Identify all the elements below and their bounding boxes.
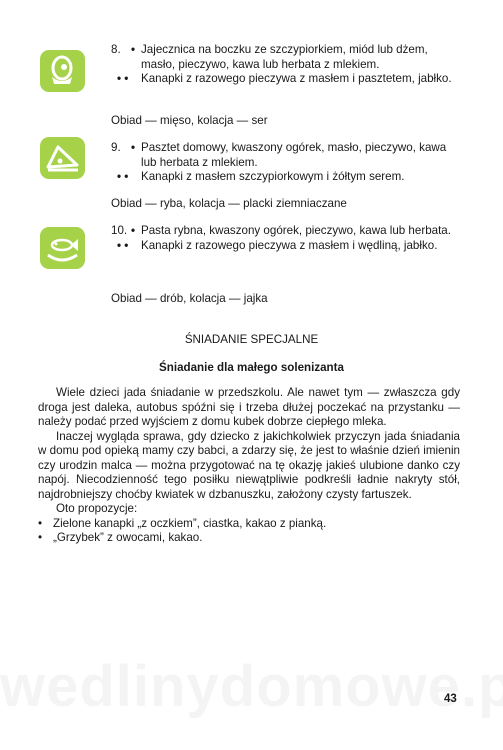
proposal-item xyxy=(38,517,460,532)
entry-number: 10. xyxy=(111,224,128,237)
page-number: 43 xyxy=(444,693,457,705)
bullet: • xyxy=(131,141,136,154)
entry-text: Pasta rybna, kwaszony ogórek, pieczywo, kawa lub herbata. xyxy=(141,224,451,237)
meal-line-8: Obiad — mięso, kolacja — ser xyxy=(111,114,268,127)
entry-line-second xyxy=(111,72,463,87)
entry-line-main xyxy=(111,141,463,170)
paragraph: Wiele dzieci jada śniadanie w przedszkolu. Ale nawet tym — zwłaszcza gdy droga jest daleka, autobus spóźni się i trzeba dłużej poczekać na przystanku — należy podać przed wyjściem z domu kubek dobrze ciepłego mleka. xyxy=(38,386,460,428)
bullet: • xyxy=(131,43,136,56)
entry-line-second xyxy=(111,239,463,254)
double-bullet: • • xyxy=(117,170,129,183)
double-bullet: • • xyxy=(117,238,129,252)
entry-text: Kanapki z masłem szczypiorkowym i żółtym serem. xyxy=(141,170,405,183)
menu-entry-8 xyxy=(111,43,463,87)
entry-number: 9. xyxy=(111,141,121,154)
fish-plate-icon xyxy=(40,227,85,269)
double-bullet: • • xyxy=(117,72,129,85)
bullet: • xyxy=(38,516,43,530)
paragraph: Oto propozycje: xyxy=(56,502,138,515)
bullet: • xyxy=(38,531,43,544)
subsection-title: Śniadanie dla małego solenizanta xyxy=(159,361,344,374)
entry-line-main xyxy=(111,43,463,72)
meal-line-10: Obiad — drób, kolacja — jajka xyxy=(111,292,268,305)
egg-cup-icon xyxy=(40,50,85,92)
menu-entry-9 xyxy=(111,141,463,185)
menu-entry-10 xyxy=(111,224,463,253)
watermark xyxy=(0,652,503,722)
proposal-item xyxy=(38,531,460,546)
proposal-text: „Grzybek” z owocami, kakao. xyxy=(53,531,203,544)
bullet: • xyxy=(131,224,136,237)
section-title: ŚNIADANIE SPECJALNE xyxy=(184,333,319,346)
meal-line-9: Obiad — ryba, kolacja — placki ziemniaczane xyxy=(111,197,347,210)
paragraph: Inaczej wygląda sprawa, gdy dziecko z jakichkolwiek przyczyn jada śniadania w domu pod opieką mamy czy babci, a zdarzy się, że jest to właśnie dzień imienin czy urodzin malca — można przygotować na tę okazję jakieś ulubione danko czy napój. Niecodzienność tego posiłku niewątpliwie podkreśli ładnie nakryty stół, najdrobniejszy choćby kwiatek w dzbanuszku, założony czysty fartuszek. xyxy=(38,429,460,501)
cheese-wedge-icon xyxy=(40,137,85,179)
body-text xyxy=(38,386,460,546)
entry-line-main xyxy=(111,224,463,239)
entry-line-second xyxy=(111,170,463,185)
entry-number: 8. xyxy=(111,43,121,56)
entry-text: Kanapki z razowego pieczywa z masłem i wędliną, jabłko. xyxy=(141,238,438,252)
entry-text: Pasztet domowy, kwaszony ogórek, masło, pieczywo, kawa lub herbata z mlekiem. xyxy=(141,141,447,169)
entry-text: Kanapki z razowego pieczywa z masłem i pasztetem, jabłko. xyxy=(141,72,452,85)
entry-text: Jajecznica na boczku ze szczypiorkiem, miód lub dżem, masło, pieczywo, kawa lub herbata z mlekiem. xyxy=(141,43,428,71)
proposal-text: Zielone kanapki „z oczkiem”, ciastka, kakao z pianką. xyxy=(53,516,327,530)
